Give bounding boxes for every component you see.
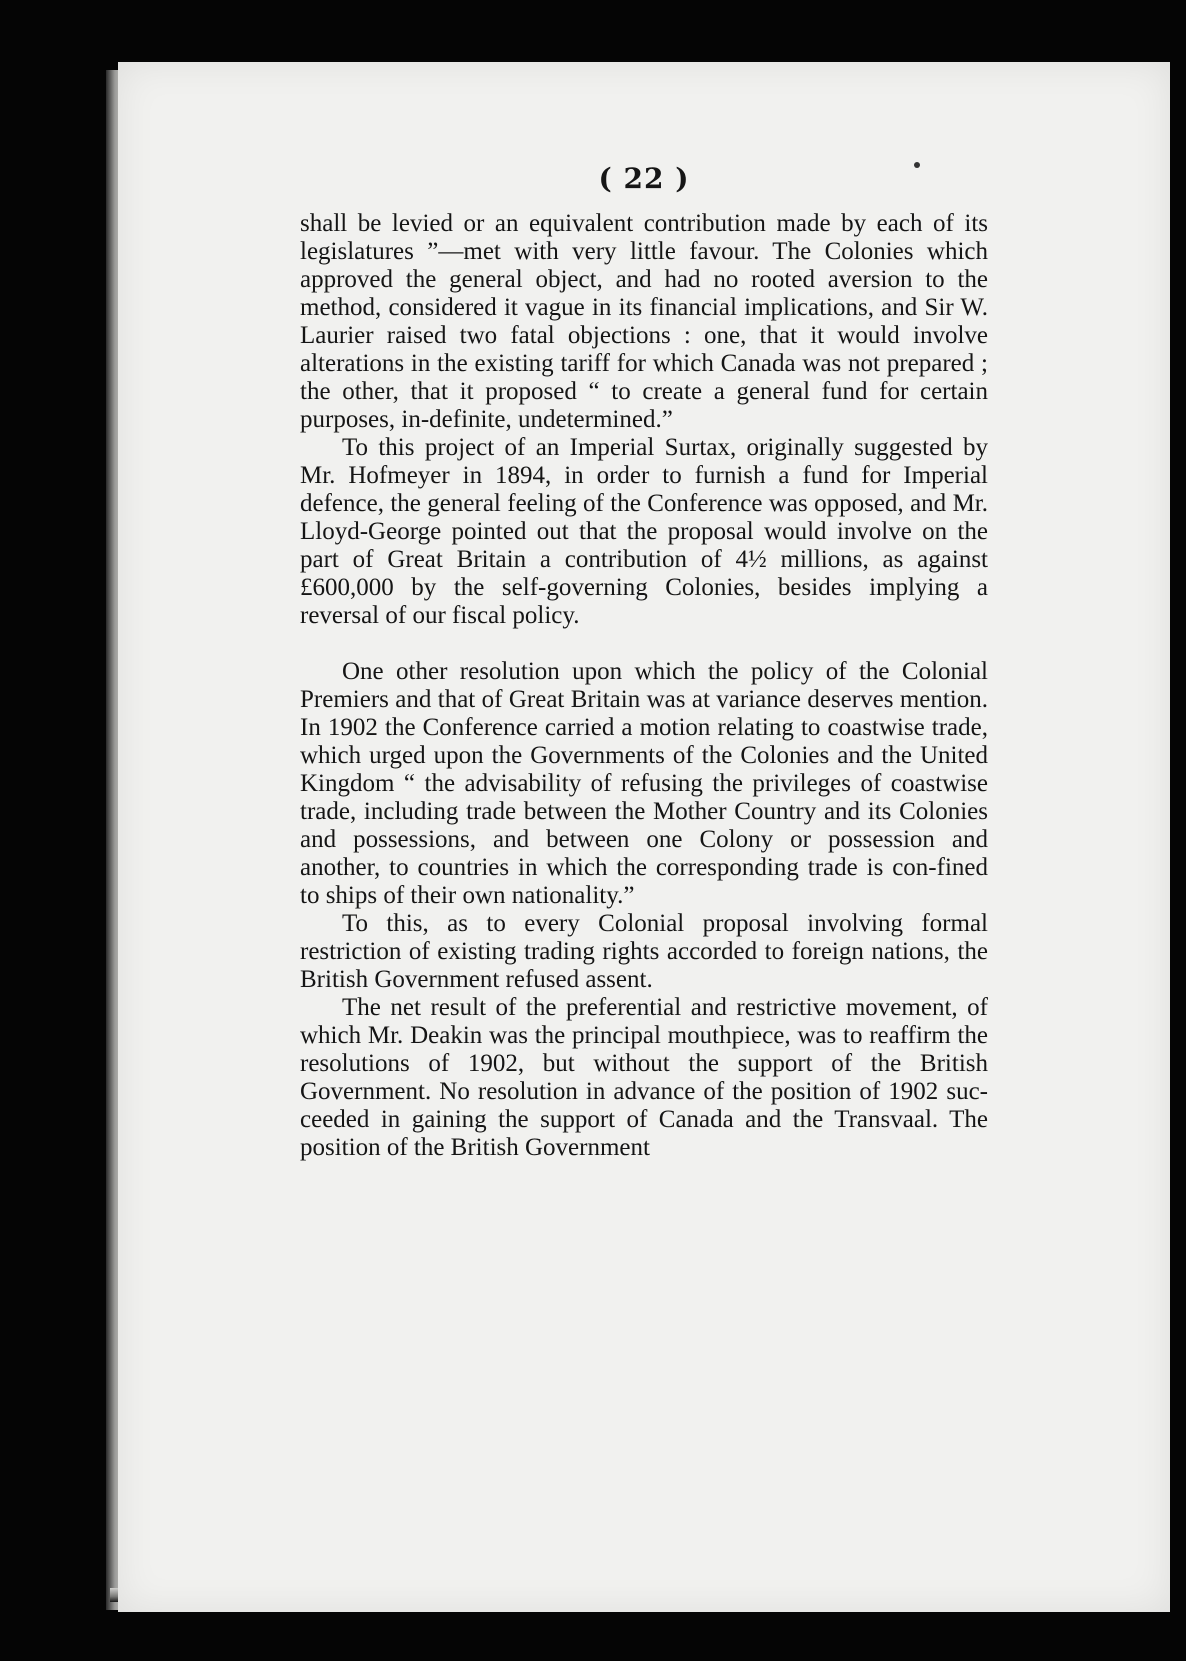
paragraph: shall be levied or an equivalent contribution made by each of its legislatures ”—met with very little favour. The Colonies which approved the general object, and had no rooted aversion to the method, considered it vague in its financial implications, and Sir W. Laurier raised two fatal objections : one, that it would involve alterations in the existing tariff for which Canada was not prepared ; the other, that it proposed “ to create a general fund for certain purposes, in-definite, undetermined.” — [300, 210, 988, 433]
paragraph: One other resolution upon which the policy of the Colonial Premiers and that of Great Britain was at variance deserves mention. In 1902 the Conference carried a motion relating to coastwise trade, which urged upon the Governments of the Colonies and the United Kingdom “ the advisability of refusing the privileges of coastwise trade, including trade between the Mother Country and its Colonies and possessions, and between one Colony or possession and another, to countries in which the corresponding trade is con-fined to ships of their own nationality.” — [300, 658, 988, 909]
paragraph: The net result of the preferential and restrictive movement, of which Mr. Deakin was the principal mouthpiece, was to reaffirm the resolutions of 1902, but without the support of the British Government. No resolution in advance of the position of 1902 suc-ceeded in gaining the support of Canada and the Transvaal. The position of the British Government — [300, 994, 988, 1161]
page-text-body — [300, 210, 988, 1162]
paragraph: To this project of an Imperial Surtax, originally suggested by Mr. Hofmeyer in 1894, in order to furnish a fund for Imperial defence, the general feeling of the Conference was opposed, and Mr. Lloyd-George pointed out that the proposal would involve on the part of Great Britain a contribution of 4½ millions, as against £600,000 by the self-governing Colonies, besides implying a reversal of our fiscal policy. — [300, 434, 988, 629]
document-page — [118, 62, 1170, 1612]
page-number: ( 22 ) — [598, 162, 690, 195]
paragraph: To this, as to every Colonial proposal involving formal restriction of existing trading rights accorded to foreign nations, the British Government refused assent. — [300, 910, 988, 993]
